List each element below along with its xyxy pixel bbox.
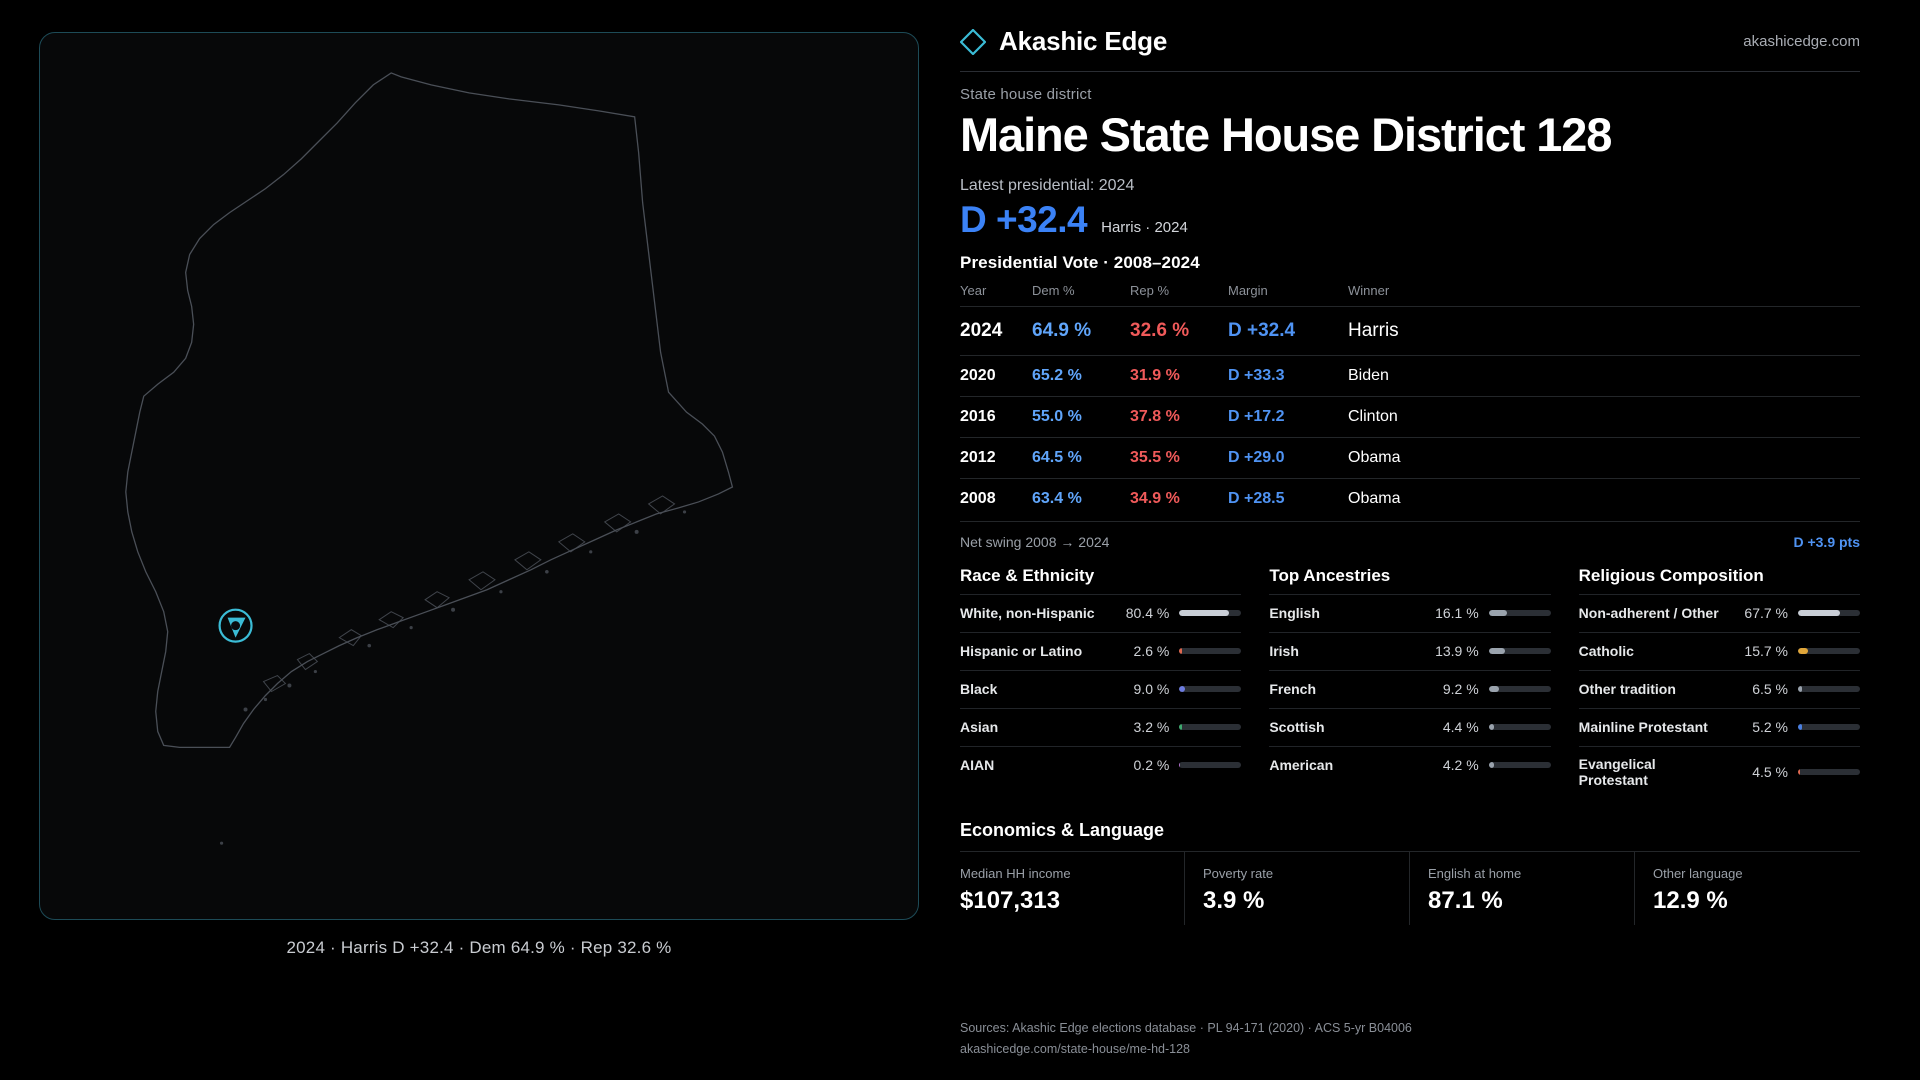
demo-label: Non-adherent / Other [1578,604,1719,621]
cell-winner: Clinton [1348,396,1860,437]
cell-year: 2016 [960,396,1032,437]
demo-bar [1798,648,1860,654]
footer-url[interactable]: akashicedge.com/state-house/me-hd-128 [960,1041,1190,1056]
demo-label: English [1269,604,1320,621]
religious-composition-title: Religious Composition [1578,565,1764,585]
demo-value: 3.2 % [1133,719,1170,736]
cell-margin: D +28.5 [1228,478,1348,519]
demo-value: 5.2 % [1752,719,1788,736]
economics-grid [960,851,1860,925]
demo-label: Mainline Protestant [1578,718,1708,735]
cell-dem: 63.4 % [1032,478,1130,519]
econ-value: 87.1 % [1428,887,1503,915]
cell-winner: Obama [1348,478,1860,519]
presidential-vote-table [960,283,1860,519]
table-row [960,478,1860,519]
table-header-row [960,283,1860,307]
demo-label: Hispanic or Latino [960,642,1083,659]
cell-dem: 64.9 % [1032,306,1130,355]
cell-winner: Obama [1348,437,1860,478]
list-item [960,746,1241,784]
demo-bar [1489,610,1551,616]
cell-year: 2024 [960,306,1032,355]
econ-value: 3.9 % [1203,887,1265,915]
list-item [1579,746,1860,799]
demo-value: 9.0 % [1133,681,1170,698]
demo-label: French [1269,680,1317,697]
demo-bar [1798,724,1860,730]
demo-bar [1798,769,1860,775]
demo-value: 6.5 % [1752,681,1788,698]
map-caption: 2024 · Harris D +32.4 · Dem 64.9 % · Rep 32.6 % [286,938,672,957]
demo-bar [1179,762,1241,768]
list-item [1269,632,1550,670]
demo-label: Asian [960,718,999,735]
cell-rep: 37.8 % [1130,396,1228,437]
econ-cell-poverty [1185,852,1410,925]
demo-label: Black [960,680,998,697]
list-item [960,670,1241,708]
demo-value: 80.4 % [1125,605,1170,622]
demo-value: 13.9 % [1435,643,1479,660]
econ-value: $107,313 [960,887,1061,915]
header-divider [960,71,1860,72]
demo-bar [1489,686,1551,692]
demo-label: White, non-Hispanic [960,604,1095,621]
headline-margin: D +32.4 [960,198,1088,240]
demo-bar [1179,610,1241,616]
cell-year: 2020 [960,355,1032,396]
cell-rep: 32.6 % [1130,306,1228,355]
econ-label: Other language [1653,866,1743,882]
demo-value: 15.7 % [1744,643,1788,660]
sources-text: Sources: Akashic Edge elections database · PL 94-171 (2020) · ACS 5-yr B04006 [960,1020,1412,1035]
demo-bar [1489,724,1551,730]
cell-margin: D +17.2 [1228,396,1348,437]
demo-value: 67.7 % [1744,605,1788,622]
cell-rep: 31.9 % [1130,355,1228,396]
demo-bar [1179,686,1241,692]
headline-margin-row [960,199,1860,241]
economics-section-title: Economics & Language [960,820,1165,841]
diamond-icon [960,29,986,55]
list-item [960,594,1241,632]
cell-dem: 65.2 % [1032,355,1130,396]
demo-bar [1179,648,1241,654]
table-row [960,355,1860,396]
list-item [960,632,1241,670]
brand-name: Akashic Edge [999,26,1168,56]
top-ancestries-column [1269,566,1550,799]
brand-site: akashicedge.com [1743,33,1860,50]
demo-bar [1489,762,1551,768]
latest-presidential-label: Latest presidential: 2024 [960,176,1135,194]
district-marker-icon [220,610,252,642]
demo-bar [1798,686,1860,692]
demo-value: 9.2 % [1442,681,1479,698]
list-item [1269,670,1550,708]
cell-margin: D +32.4 [1228,306,1348,355]
col-dem: Dem % [1032,282,1075,298]
cell-rep: 34.9 % [1130,478,1228,519]
demo-value: 16.1 % [1435,605,1479,622]
cell-rep: 35.5 % [1130,437,1228,478]
demo-value: 4.2 % [1442,757,1479,774]
demo-label: Catholic [1578,642,1634,659]
cell-margin: D +29.0 [1228,437,1348,478]
demo-label: AIAN [960,756,995,773]
demo-label: Evangelical Protestant [1578,755,1656,789]
map-panel [0,0,940,1080]
headline-sub: Harris · 2024 [1101,218,1188,236]
net-swing-value: D +3.9 pts [1793,533,1860,550]
econ-label: Median HH income [960,866,1071,882]
brand-left [960,26,1167,57]
demo-value: 2.6 % [1133,643,1170,660]
demo-label: American [1269,756,1334,773]
col-winner: Winner [1348,282,1390,298]
demo-bar [1179,724,1241,730]
econ-cell-income [960,852,1185,925]
econ-label: English at home [1428,866,1522,882]
econ-cell-english [1410,852,1635,925]
presidential-section-title: Presidential Vote · 2008–2024 [960,252,1200,272]
net-swing-label: Net swing 2008 → 2024 [960,533,1110,550]
col-year: Year [960,282,987,298]
list-item [1579,670,1860,708]
demo-label: Scottish [1269,718,1325,735]
table-row [960,396,1860,437]
list-item [1579,594,1860,632]
demo-value: 4.5 % [1752,764,1788,781]
demographics-grid [960,566,1860,799]
cell-winner: Biden [1348,355,1860,396]
table-row [960,437,1860,478]
race-ethnicity-column [960,566,1241,799]
cell-dem: 55.0 % [1032,396,1130,437]
list-item [1269,746,1550,784]
maine-outline-map [40,33,918,919]
sources-footer [960,992,1860,1061]
race-ethnicity-title: Race & Ethnicity [960,565,1095,585]
col-rep: Rep % [1130,282,1170,298]
demo-label: Other tradition [1578,680,1676,697]
cell-dem: 64.5 % [1032,437,1130,478]
info-panel [940,0,1920,1080]
table-row [960,306,1860,355]
cell-margin: D +33.3 [1228,355,1348,396]
demo-label: Irish [1269,642,1299,659]
cell-year: 2008 [960,478,1032,519]
list-item [1269,594,1550,632]
list-item [1579,708,1860,746]
list-item [1269,708,1550,746]
demo-bar [1489,648,1551,654]
page-title: Maine State House District 128 [960,108,1612,161]
list-item [1579,632,1860,670]
econ-cell-other-language [1635,852,1860,925]
net-swing-row [960,521,1860,550]
list-item [960,708,1241,746]
col-margin: Margin [1228,282,1268,298]
econ-value: 12.9 % [1653,887,1728,915]
demo-bar [1798,610,1860,616]
eyebrow-label: State house district [960,86,1092,103]
map-frame[interactable] [39,32,919,920]
cell-year: 2012 [960,437,1032,478]
econ-label: Poverty rate [1203,866,1274,882]
cell-winner: Harris [1348,306,1860,355]
demo-value: 4.4 % [1442,719,1479,736]
top-ancestries-title: Top Ancestries [1269,565,1391,585]
religious-composition-column [1579,566,1860,799]
brand-bar [960,26,1860,71]
demo-value: 0.2 % [1133,757,1170,774]
